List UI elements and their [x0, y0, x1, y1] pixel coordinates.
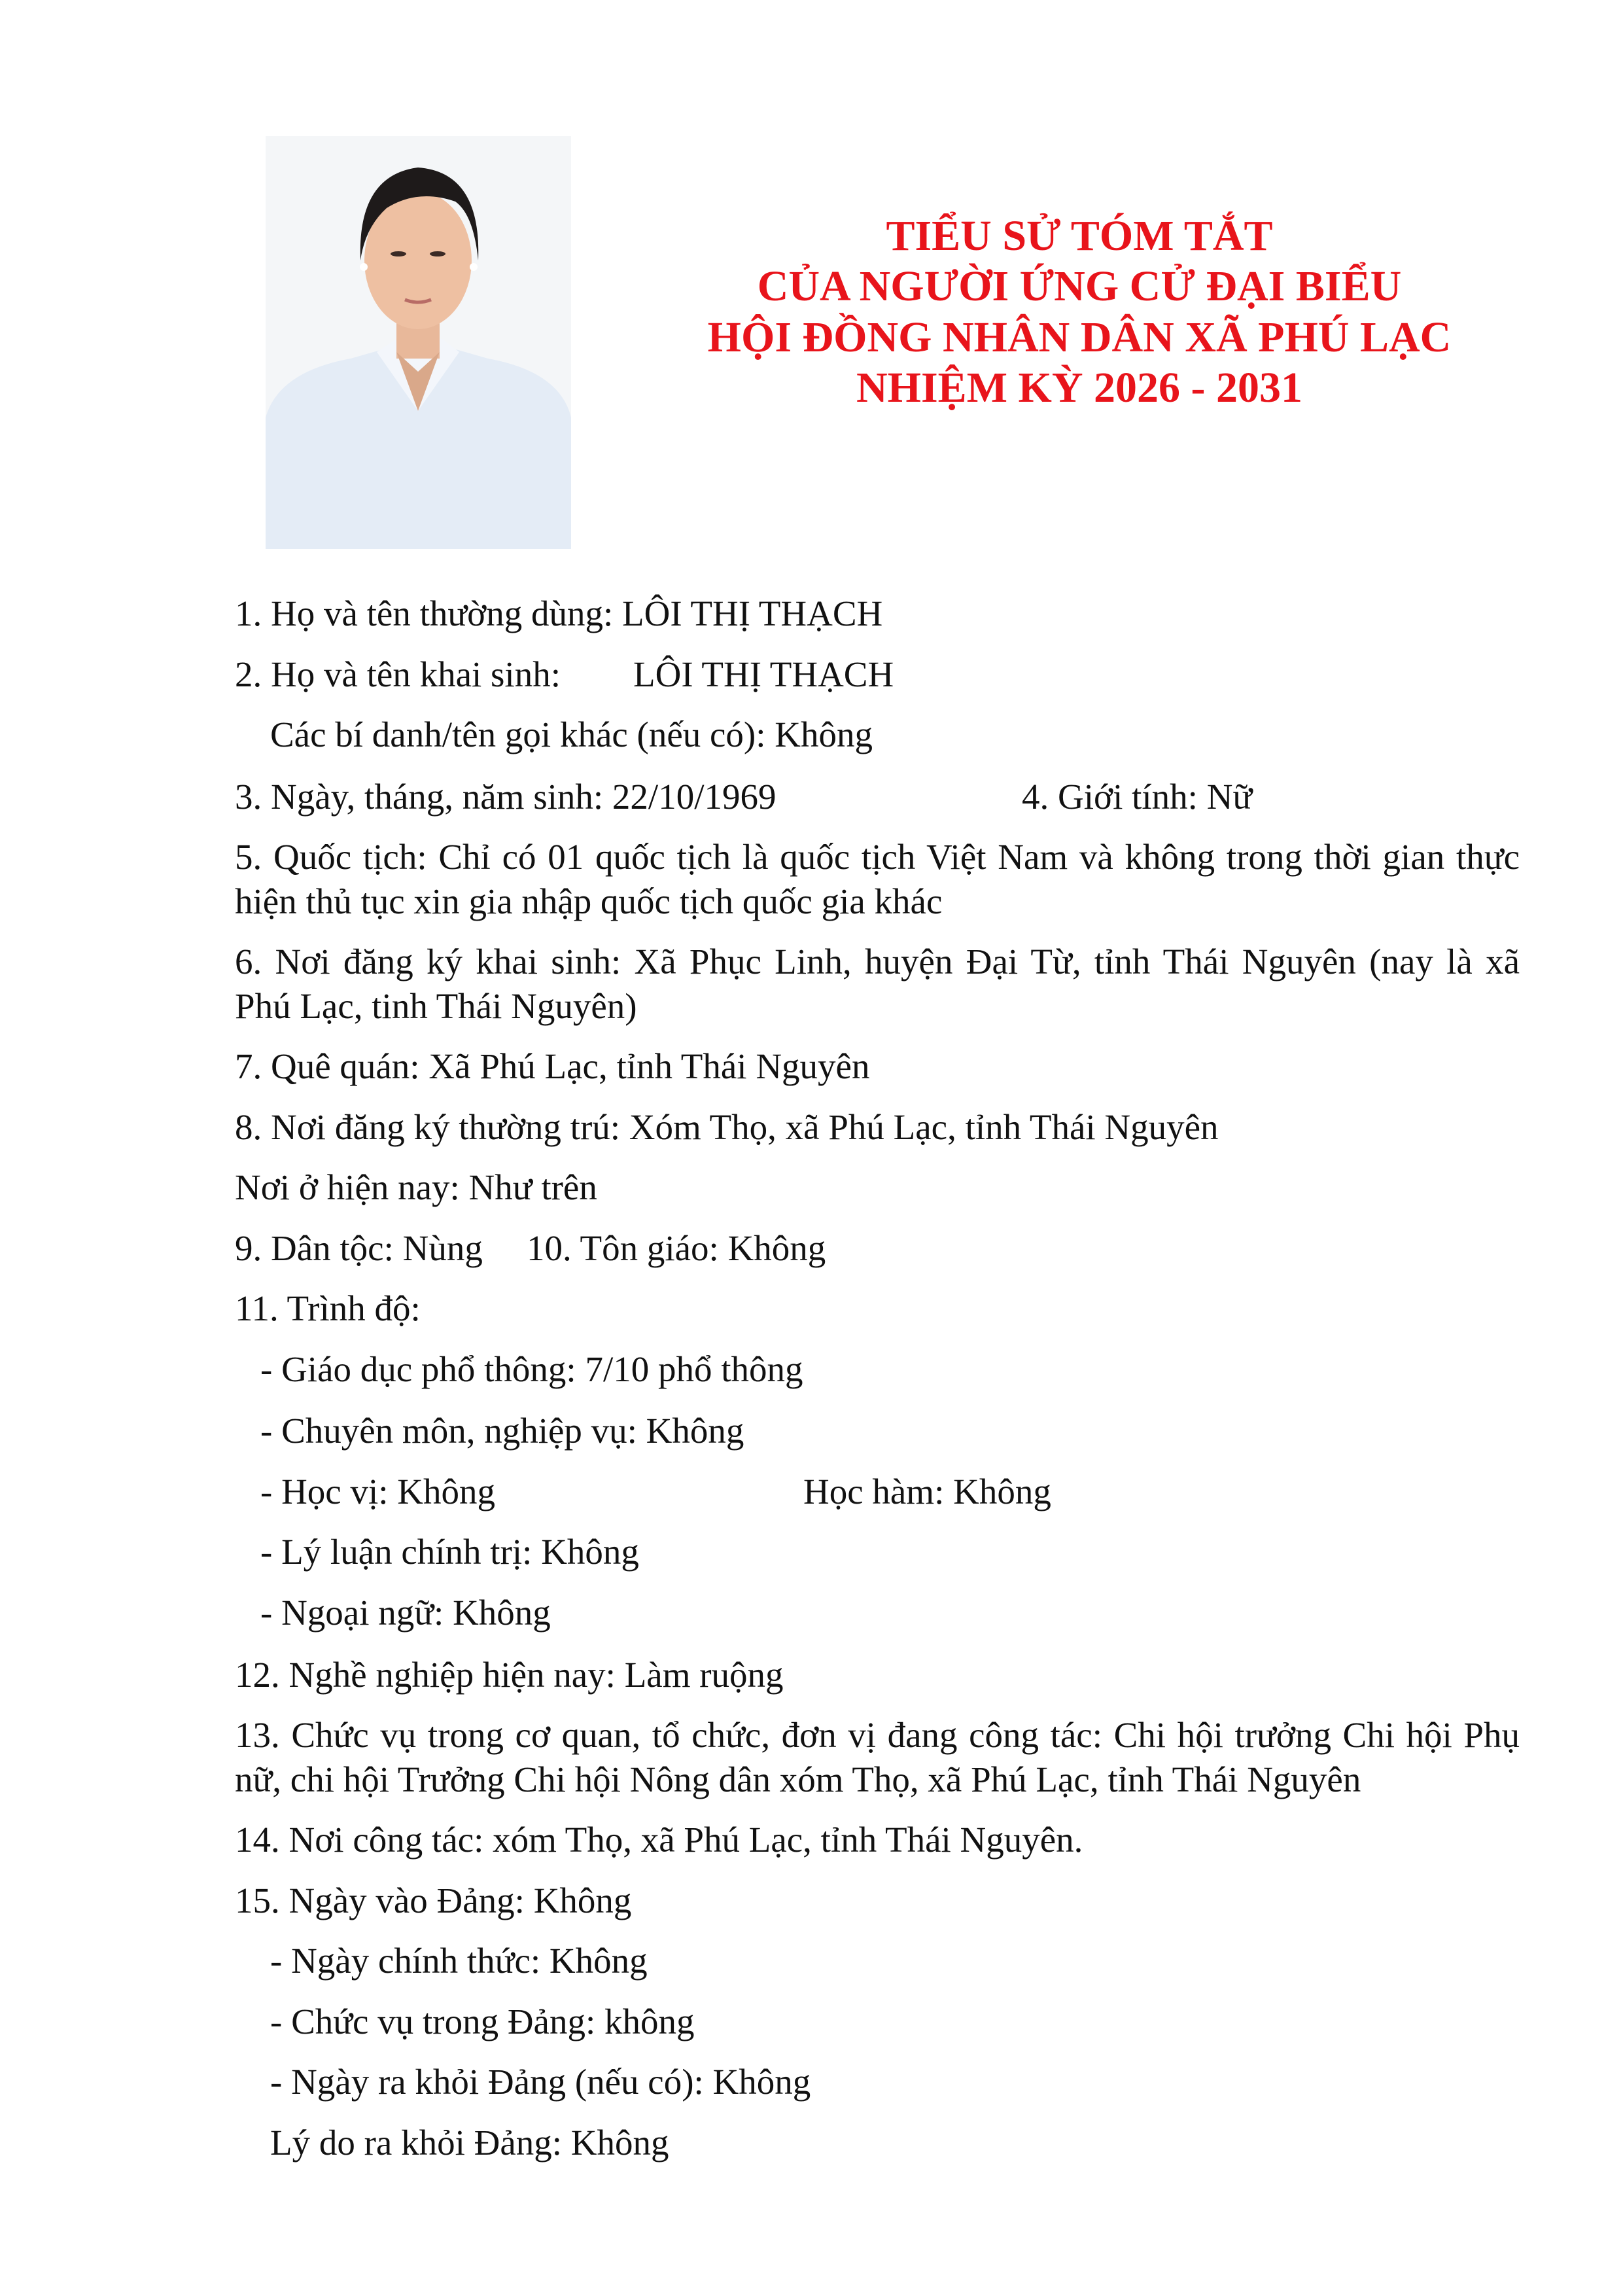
nationality-line-1: 5. Quốc tịch: Chỉ có 01 quốc tịch là quốc tịch Việt Nam và không trong thời gian thực [235, 837, 1520, 877]
workplace: 14. Nơi công tác: xóm Thọ, xã Phú Lạc, tỉnh Thái Nguyên. [235, 1820, 1083, 1860]
gender: 4. Giới tính: Nữ [1022, 777, 1253, 817]
birth-registration-line-1: 6. Nơi đăng ký khai sinh: Xã Phục Linh, huyện Đại Từ, tỉnh Thái Nguyên (nay là xã [235, 942, 1520, 981]
title-line-1: TIỂU SỬ TÓM TẮT [886, 212, 1273, 260]
position-line-2: nữ, chi hội Trưởng Chi hội Nông dân xóm Thọ, xã Phú Lạc, tỉnh Thái Nguyên [235, 1759, 1361, 1799]
birth-name-value: LÔI THỊ THẠCH [633, 654, 894, 694]
birth-name-label: 2. Họ và tên khai sinh: [235, 654, 561, 694]
nationality-line-2: hiện thủ tục xin gia nhập quốc tịch quốc gia khác [235, 881, 943, 921]
title-line-4: NHIỆM KỲ 2026 - 2031 [856, 364, 1302, 412]
party-official-date: - Ngày chính thức: Không [270, 1941, 648, 1981]
professional-qualification: - Chuyên môn, nghiệp vụ: Không [260, 1411, 744, 1451]
political-theory: - Lý luận chính trị: Không [260, 1532, 639, 1572]
hometown: 7. Quê quán: Xã Phú Lạc, tỉnh Thái Nguyên [235, 1046, 870, 1086]
education-heading: 11. Trình độ: [235, 1288, 421, 1328]
aliases: Các bí danh/tên gọi khác (nếu có): Không [270, 715, 873, 754]
date-of-birth: 3. Ngày, tháng, năm sinh: 22/10/1969 [235, 777, 777, 817]
birth-registration-line-2: Phú Lạc, tinh Thái Nguyên) [235, 986, 637, 1026]
title-line-3: HỘI ĐỒNG NHÂN DÂN XÃ PHÚ LẠC [707, 313, 1452, 361]
general-education: - Giáo dục phổ thông: 7/10 phổ thông [260, 1349, 803, 1389]
foreign-language: - Ngoại ngữ: Không [260, 1593, 551, 1633]
title-line-2: CỦA NGƯỜI ỨNG CỬ ĐẠI BIỂU [757, 262, 1402, 310]
religion: 10. Tôn giáo: Không [527, 1228, 826, 1268]
ethnicity: 9. Dân tộc: Nùng [235, 1228, 483, 1268]
permanent-residence: 8. Nơi đăng ký thường trú: Xóm Thọ, xã Phú Lạc, tỉnh Thái Nguyên [235, 1107, 1219, 1147]
party-exit-reason: Lý do ra khỏi Đảng: Không [270, 2123, 669, 2163]
common-name: 1. Họ và tên thường dùng: LÔI THỊ THẠCH [235, 593, 883, 633]
party-admission-date: 15. Ngày vào Đảng: Không [235, 1881, 632, 1920]
occupation: 12. Nghề nghiệp hiện nay: Làm ruộng [235, 1655, 784, 1695]
academic-degree: - Học vị: Không [260, 1472, 495, 1511]
current-residence: Nơi ở hiện nay: Như trên [235, 1167, 597, 1207]
position-line-1: 13. Chức vụ trong cơ quan, tổ chức, đơn vị đang công tác: Chi hội trưởng Chi hội Phụ [235, 1715, 1520, 1755]
party-position: - Chức vụ trong Đảng: không [270, 2002, 695, 2041]
party-exit-date: - Ngày ra khỏi Đảng (nếu có): Không [270, 2062, 811, 2102]
academic-title: Học hàm: Không [803, 1472, 1051, 1511]
candidate-portrait-photo [266, 136, 571, 549]
